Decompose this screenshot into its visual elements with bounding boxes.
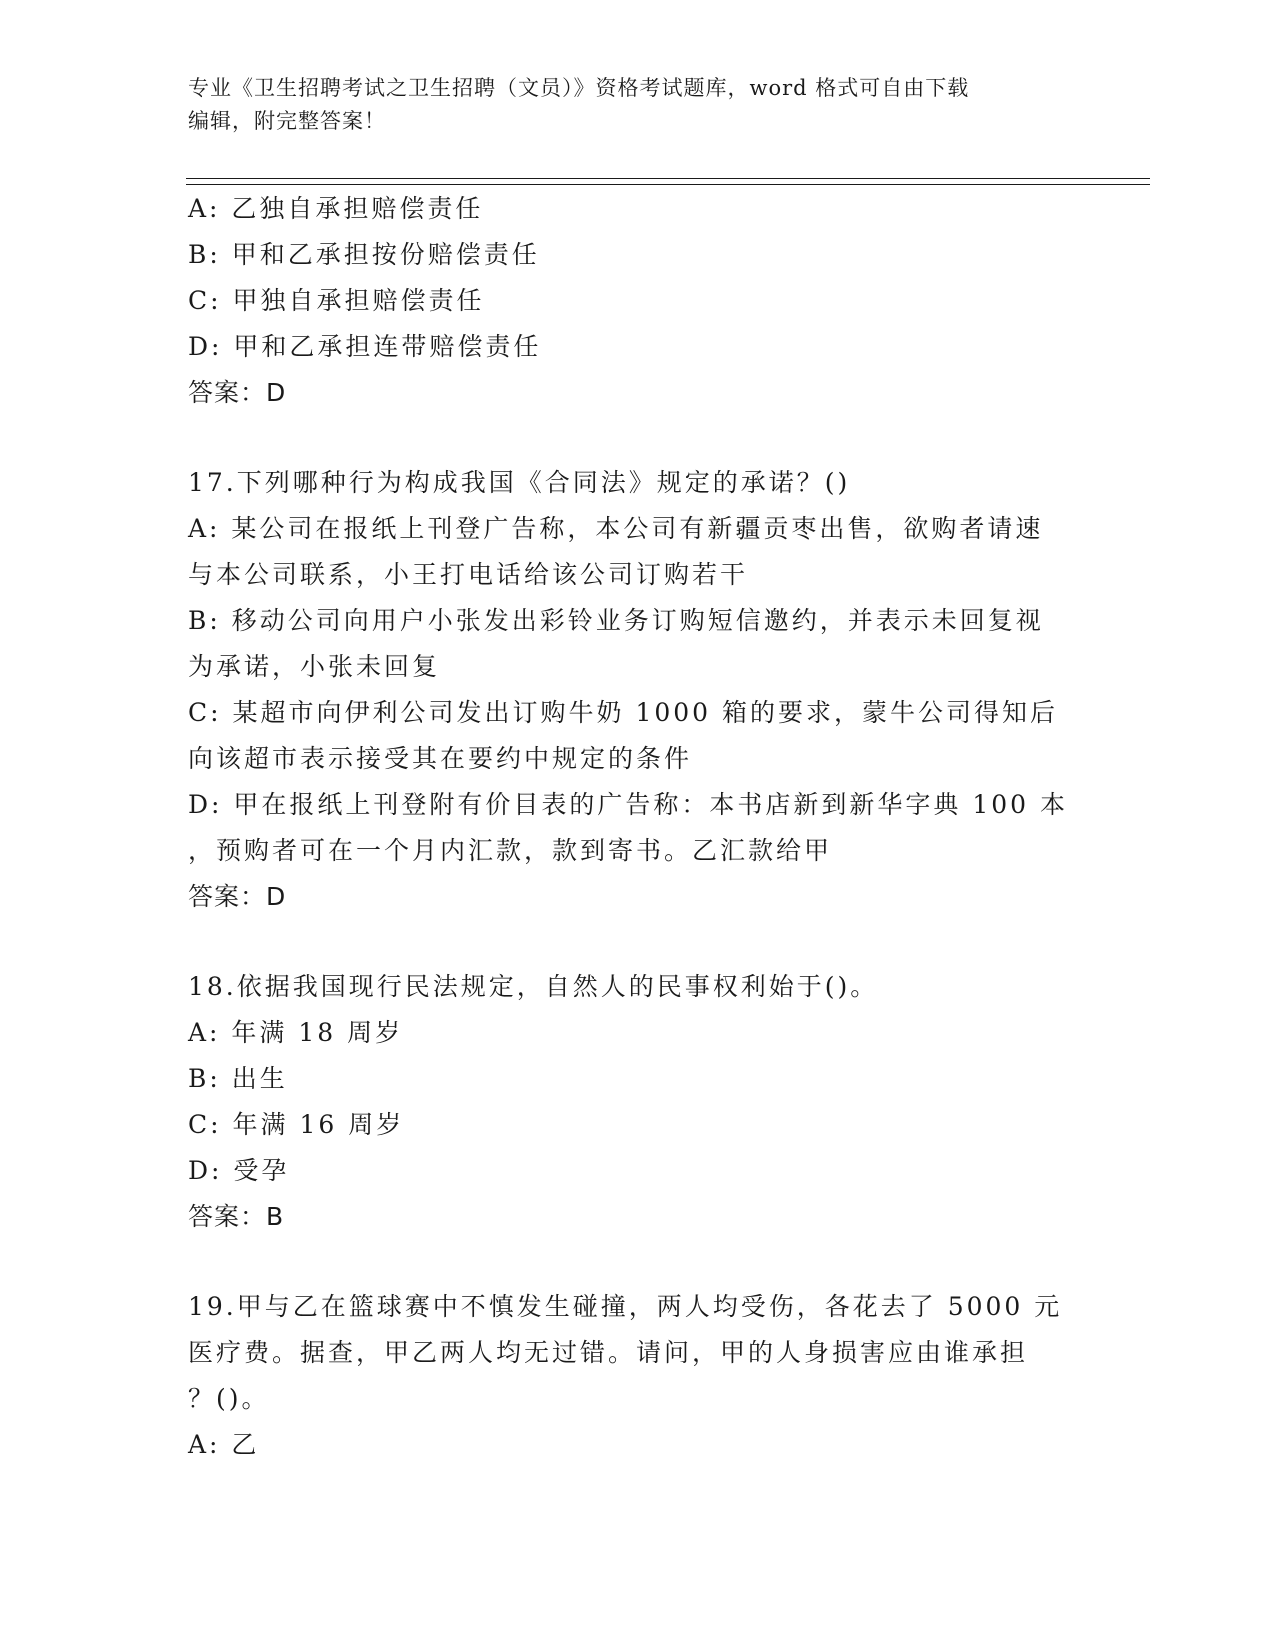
q19-question-line-2: 医疗费。据查，甲乙两人均无过错。请问，甲的人身损害应由谁承担 <box>188 1338 1029 1367</box>
question-17-block <box>188 460 1088 920</box>
q18-question: 18.依据我国现行民法规定，自然人的民事权利始于()。 <box>188 972 879 1001</box>
q16-option-c: C: 甲独自承担赔偿责任 <box>188 286 485 315</box>
q17-option-a-cont: 与本公司联系，小王打电话给该公司订购若干 <box>188 560 749 589</box>
q17-option-d: D: 甲在报纸上刊登附有价目表的广告称：本书店新到新华字典 100 本 <box>188 790 1069 819</box>
q17-option-b: B: 移动公司向用户小张发出彩铃业务订购短信邀约，并表示未回复视 <box>188 606 1044 635</box>
document-body <box>188 186 1088 1468</box>
q16-answer: 答案：D <box>188 378 287 407</box>
question-19-block <box>188 1284 1088 1468</box>
header-line-2: 编辑，附完整答案！ <box>188 109 386 133</box>
q18-answer: 答案：B <box>188 1202 285 1231</box>
q19-option-a: A: 乙 <box>188 1430 260 1459</box>
q17-option-c: C: 某超市向伊利公司发出订购牛奶 1000 箱的要求，蒙牛公司得知后 <box>188 698 1059 727</box>
q17-question: 17.下列哪种行为构成我国《合同法》规定的承诺？() <box>188 468 851 497</box>
q17-option-a: A: 某公司在报纸上刊登广告称，本公司有新疆贡枣出售，欲购者请速 <box>188 514 1044 543</box>
q19-question-line-3: ？()。 <box>188 1384 270 1413</box>
question-16-block <box>188 186 1088 416</box>
q17-option-b-cont: 为承诺，小张未回复 <box>188 652 441 681</box>
q17-option-c-cont: 向该超市表示接受其在要约中规定的条件 <box>188 744 693 773</box>
q18-option-c: C: 年满 16 周岁 <box>188 1110 405 1139</box>
q16-option-b: B: 甲和乙承担按份赔偿责任 <box>188 240 540 269</box>
q16-option-d: D: 甲和乙承担连带赔偿责任 <box>188 332 542 361</box>
q18-option-b: B: 出生 <box>188 1064 288 1093</box>
header-double-rule <box>186 178 1150 185</box>
spacer <box>188 1240 1088 1284</box>
spacer <box>188 416 1088 460</box>
header-line-1: 专业《卫生招聘考试之卫生招聘（文员）》资格考试题库，word 格式可自由下载 <box>188 76 970 100</box>
q18-option-d: D: 受孕 <box>188 1156 290 1185</box>
question-18-block <box>188 964 1088 1240</box>
q19-question-line-1: 19.甲与乙在篮球赛中不慎发生碰撞，两人均受伤，各花去了 5000 元 <box>188 1292 1063 1321</box>
q16-option-a: A: 乙独自承担赔偿责任 <box>188 194 484 223</box>
q17-option-d-cont: ，预购者可在一个月内汇款，款到寄书。乙汇款给甲 <box>188 836 833 865</box>
spacer <box>188 920 1088 964</box>
page-header <box>188 72 1068 138</box>
q17-answer: 答案：D <box>188 882 287 911</box>
q18-option-a: A: 年满 18 周岁 <box>188 1018 404 1047</box>
